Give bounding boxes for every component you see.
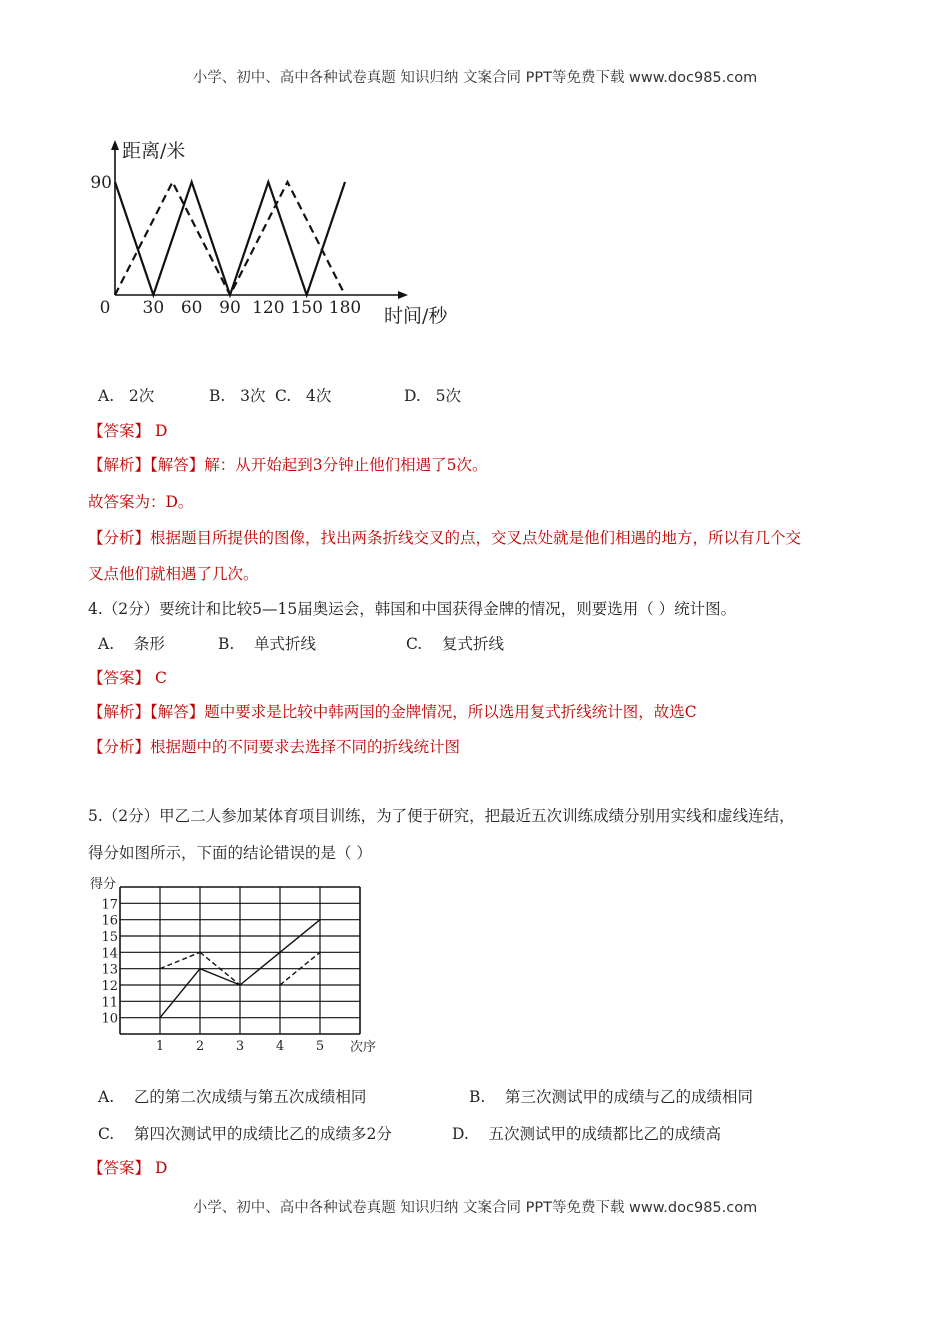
x-tick-label: 5 [315, 1039, 325, 1054]
chart1-axes [111, 140, 408, 299]
y-tick-label: 17 [101, 897, 118, 913]
q4-option-a[interactable]: A. 条形 [98, 635, 165, 653]
y-tick-label: 11 [101, 995, 118, 1011]
y-tick-label: 12 [101, 979, 118, 994]
q3-fenxi-line2: 叉点他们就相遇了几次。 [88, 565, 259, 583]
x-tick-label: 2 [195, 1039, 205, 1054]
y-tick-label: 16 [101, 913, 118, 929]
x-tick-label: 60 [180, 298, 203, 318]
q4-analysis: 【解析】【解答】题中要求是比较中韩两国的金牌情况，所以选用复式折线统计图，故选C [88, 703, 697, 721]
series-segment-乙 [160, 952, 200, 968]
chart1-labels [90, 140, 448, 327]
q5-option-b[interactable]: B. 第三次测试甲的成绩与乙的成绩相同 [469, 1088, 754, 1106]
x-tick-label: 1 [155, 1039, 165, 1054]
q4-answer: 【答案】 C [88, 669, 167, 687]
y-axis-label: 得分 [90, 877, 117, 892]
q5-question-line1: 5.（2分）甲乙二人参加某体育项目训练，为了便于研究，把最近五次训练成绩分别用实线和虚线连结， [88, 807, 795, 825]
x-axis-arrow [398, 291, 408, 299]
q3-conclusion: 故答案为：D。 [88, 493, 194, 511]
y-tick-label: 13 [101, 962, 118, 978]
x-tick-label: 30 [142, 298, 165, 318]
x-tick-label: 120 [252, 298, 285, 318]
q3-answer: 【答案】 D [88, 422, 168, 440]
q3-option-b[interactable]: B. 3次 [209, 387, 266, 405]
x-tick-label: 3 [235, 1039, 245, 1054]
chart2-grid [120, 887, 360, 1034]
q5-question-line2: 得分如图所示，下面的结论错误的是（ ） [88, 844, 372, 862]
series-line-solid [115, 182, 345, 295]
x-axis-label: 时间/秒 [384, 305, 448, 327]
q4-option-c[interactable]: C. 复式折线 [406, 635, 504, 653]
x-tick-label: 180 [328, 298, 362, 318]
x-tick-label: 90 [219, 298, 241, 318]
x-tick-label: 4 [275, 1039, 285, 1054]
q3-option-a[interactable]: A. 2次 [98, 387, 155, 405]
x-tick-label: 0 [99, 298, 111, 318]
q3-option-d[interactable]: D. 5次 [404, 387, 461, 405]
distance-time-chart [88, 132, 468, 332]
x-axis-label: 次序 [350, 1040, 377, 1055]
q4-question: 4.（2分）要统计和比较5—15届奥运会，韩国和中国获得金牌的情况，则要选用（ ）统计图。 [88, 600, 737, 618]
chart1-series [115, 182, 345, 295]
q5-answer: 【答案】 D [88, 1159, 168, 1177]
q4-option-b[interactable]: B. 单式折线 [218, 635, 317, 653]
q4-fenxi: 【分析】根据题中的不同要求去选择不同的折线统计图 [88, 738, 461, 756]
q5-option-c[interactable]: C. 第四次测试甲的成绩比乙的成绩多2分 [98, 1125, 392, 1143]
score-chart [88, 874, 398, 1060]
y-tick-label: 15 [101, 930, 118, 945]
q5-option-a[interactable]: A. 乙的第二次成绩与第五次成绩相同 [98, 1088, 367, 1106]
q5-option-d[interactable]: D. 五次测试甲的成绩都比乙的成绩高 [452, 1125, 722, 1143]
q3-analysis: 【解析】【解答】解：从开始起到3分钟止他们相遇了5次。 [88, 456, 488, 474]
q3-fenxi-line1: 【分析】根据题目所提供的图像，找出两条折线交叉的点，交叉点处就是他们相遇的地方，所以有几个交 [88, 529, 802, 547]
y-tick-label: 90 [90, 173, 112, 193]
page-footer: 小学、初中、高中各种试卷真题 知识归纳 文案合同 PPT等免费下载 www.doc985.com [192, 1200, 758, 1216]
y-tick-label: 14 [101, 946, 118, 962]
q3-option-c[interactable]: C. 4次 [275, 387, 332, 405]
y-axis-arrow [111, 140, 119, 150]
y-axis-label: 距离/米 [122, 140, 186, 162]
series-line-dashed [115, 182, 345, 295]
x-tick-label: 150 [290, 298, 323, 318]
y-tick-label: 10 [101, 1011, 118, 1027]
page-header: 小学、初中、高中各种试卷真题 知识归纳 文案合同 PPT等免费下载 www.doc985.com [192, 70, 758, 86]
